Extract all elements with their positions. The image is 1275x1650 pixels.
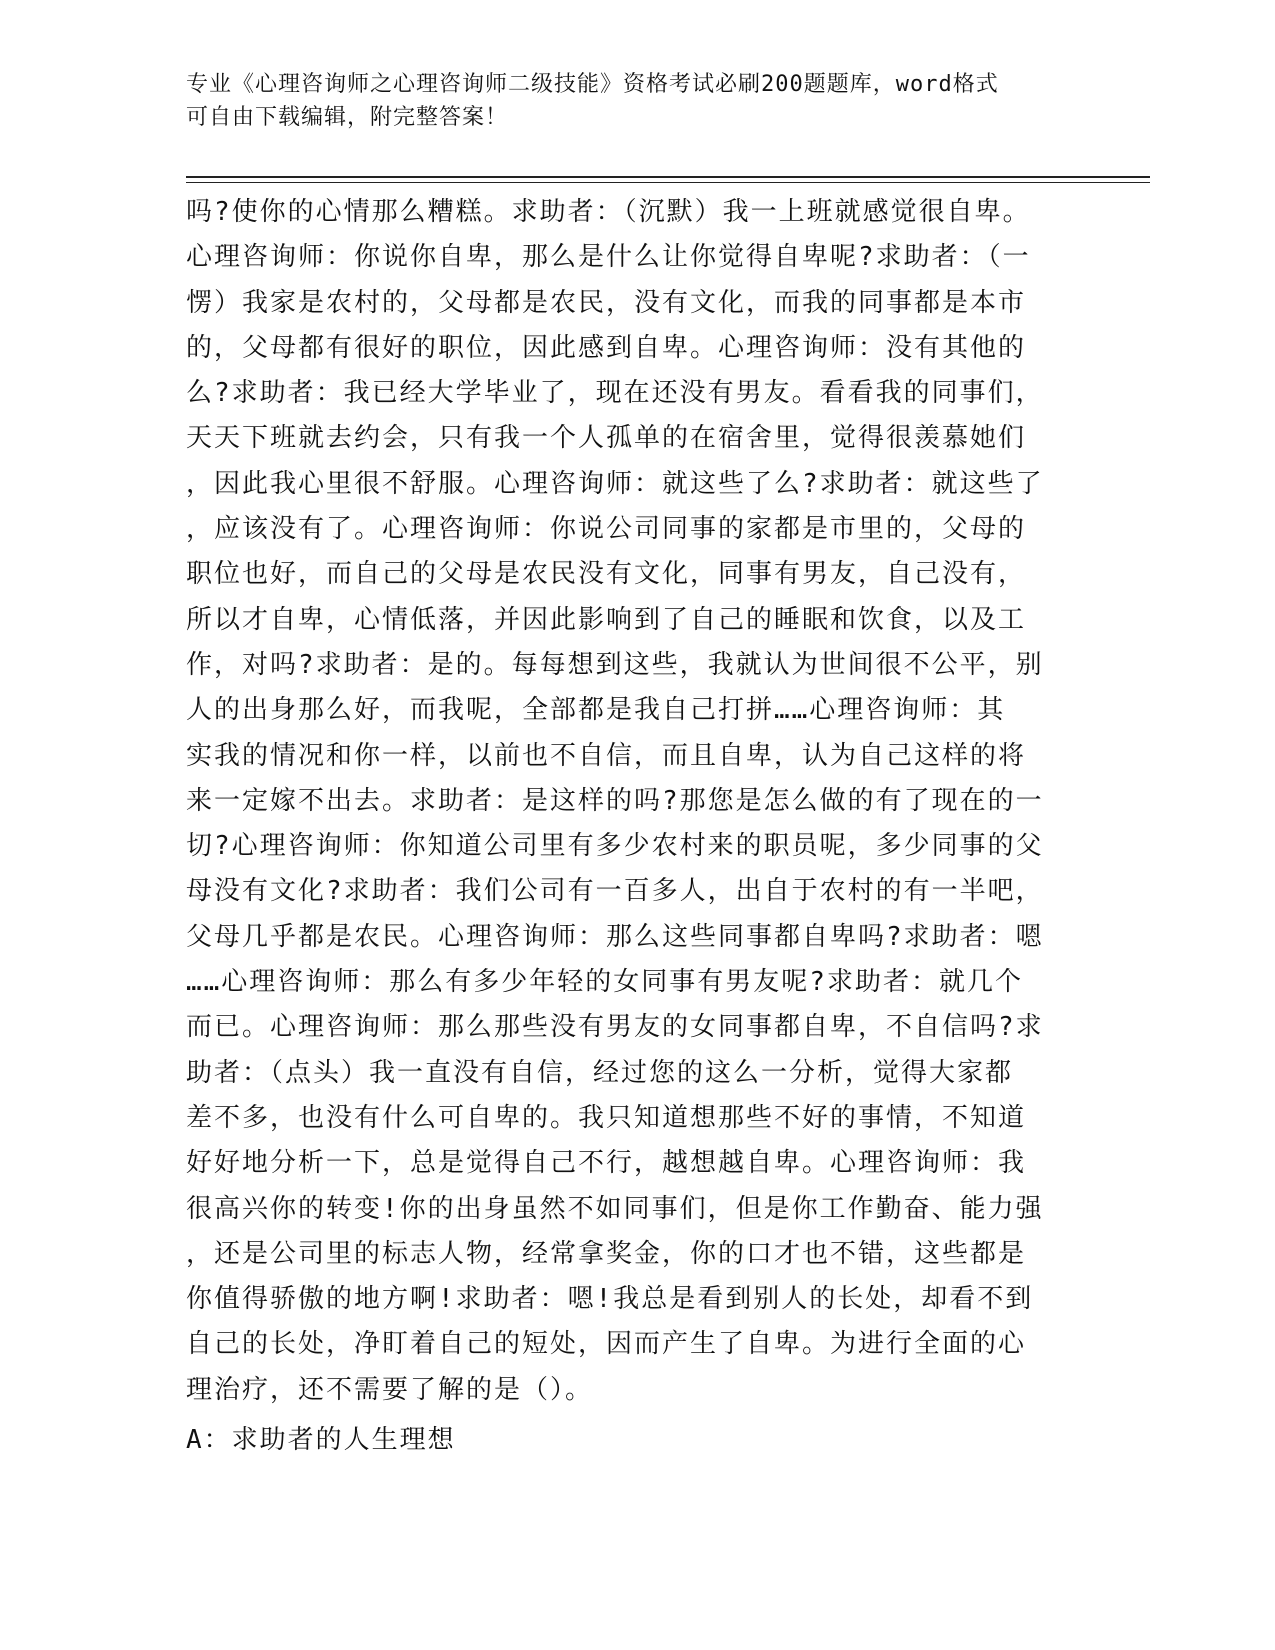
passage-line: 理治疗，还不需要了解的是（）。 [186, 1374, 594, 1405]
passage-line: ，应该没有了。心理咨询师：你说公司同事的家都是市里的，父母的 [186, 514, 1027, 545]
passage-line: 你值得骄傲的地方啊!求助者：嗯!我总是看到别人的长处，却看不到 [186, 1284, 1034, 1315]
header-divider-thin [186, 182, 1150, 183]
passage-line: 职位也好，而自己的父母是农民没有文化，同事有男友，自己没有， [186, 559, 1027, 590]
passage-line: 而已。心理咨询师：那么那些没有男友的女同事都自卑，不自信吗?求 [186, 1012, 1044, 1043]
passage-line: 心理咨询师：你说你自卑，那么是什么让你觉得自卑呢?求助者：（一 [186, 242, 1031, 273]
passage-line: 么?求助者：我已经大学毕业了，现在还没有男友。看看我的同事们， [186, 378, 1044, 409]
passage-line: 母没有文化?求助者：我们公司有一百多人，出自于农村的有一半吧， [186, 876, 1044, 907]
passage-line: 愣）我家是农村的，父母都是农民，没有文化，而我的同事都是本市 [186, 287, 1027, 318]
header-divider-thick [186, 176, 1150, 178]
passage-line: 很高兴你的转变!你的出身虽然不如同事们，但是你工作勤奋、能力强 [186, 1193, 1044, 1224]
passage-line: 自己的长处，净盯着自己的短处，因而产生了自卑。为进行全面的心 [186, 1329, 1027, 1360]
passage-line: 的，父母都有很好的职位，因此感到自卑。心理咨询师：没有其他的 [186, 332, 1027, 363]
passage-line: 所以才自卑，心情低落，并因此影响到了自己的睡眠和饮食，以及工 [186, 604, 1027, 635]
header-line-1: 专业《心理咨询师之心理咨询师二级技能》资格考试必刷200题题库，word格式 [186, 72, 999, 97]
passage-line: 作，对吗?求助者：是的。每每想到这些，我就认为世间很不公平，别 [186, 649, 1044, 680]
answer-option-a: A：求助者的人生理想 [186, 1425, 456, 1455]
passage-line: 吗?使你的心情那么糟糕。求助者：（沉默）我一上班就感觉很自卑。 [186, 197, 1031, 227]
passage-line: 人的出身那么好，而我呢，全部都是我自己打拼……心理咨询师：其 [186, 695, 1006, 726]
passage-line: 来一定嫁不出去。求助者：是这样的吗?那您是怎么做的有了现在的一 [186, 785, 1044, 816]
page-header [186, 68, 1086, 134]
passage-line: 父母几乎都是农民。心理咨询师：那么这些同事都自卑吗?求助者：嗯 [186, 921, 1044, 952]
passage-line: ，还是公司里的标志人物，经常拿奖金，你的口才也不错，这些都是 [186, 1238, 1027, 1269]
passage-line: 助者：（点头）我一直没有自信，经过您的这么一分析，觉得大家都 [186, 1057, 1014, 1088]
passage-line: 切?心理咨询师：你知道公司里有多少农村来的职员呢，多少同事的父 [186, 831, 1044, 862]
passage-line: 实我的情况和你一样，以前也不自信，而且自卑，认为自己这样的将 [186, 740, 1027, 771]
passage-line: 差不多，也没有什么可自卑的。我只知道想那些不好的事情，不知道 [186, 1102, 1027, 1133]
passage-line: 好好地分析一下，总是觉得自己不行，越想越自卑。心理咨询师：我 [186, 1148, 1027, 1179]
passage-line: ，因此我心里很不舒服。心理咨询师：就这些了么?求助者：就这些了 [186, 468, 1044, 499]
question-passage [186, 190, 1086, 1413]
header-line-2: 可自由下载编辑，附完整答案！ [186, 105, 509, 130]
passage-line: ……心理咨询师：那么有多少年轻的女同事有男友呢?求助者：就几个 [186, 967, 1023, 998]
passage-line: 天天下班就去约会，只有我一个人孤单的在宿舍里，觉得很羡慕她们 [186, 423, 1027, 454]
